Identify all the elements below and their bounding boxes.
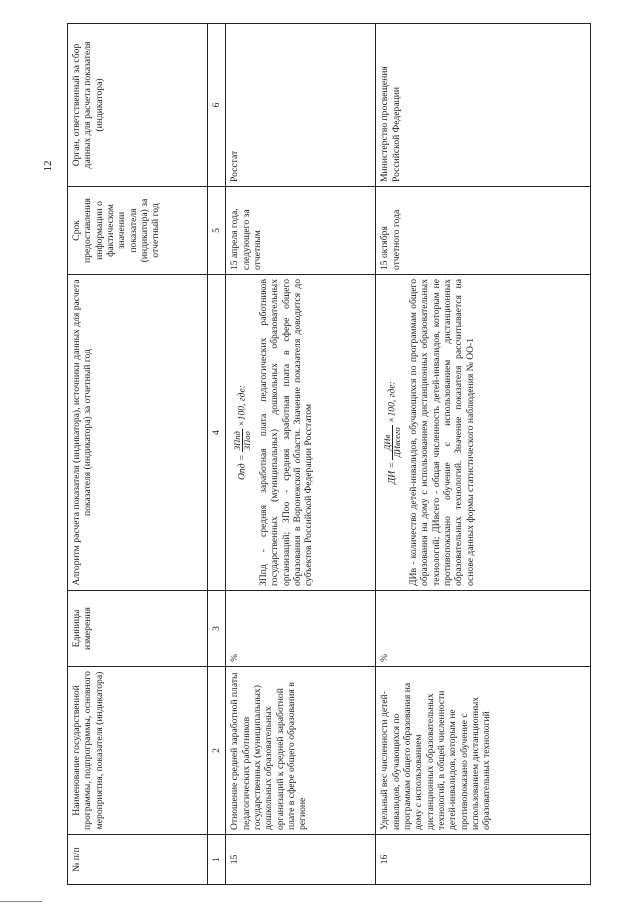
algorithm-text: ЗПпд - средняя заработная плата педагогических работников государственных (муниципальных) дошкольных образовательных организаций; ЗПоо - средняя заработная плата в сфере общего образования в Воронежской области. Значение показателя доводится до субъектов Российской Федерации Росстатом bbox=[258, 279, 315, 586]
header-cell-unit: Единицы измерения bbox=[68, 591, 208, 667]
column-number: 4 bbox=[208, 275, 226, 591]
column-number: 2 bbox=[208, 667, 226, 835]
table-row bbox=[376, 24, 591, 885]
rotated-table-container bbox=[67, 24, 591, 885]
column-number: 5 bbox=[208, 187, 226, 275]
formula-tail: ×100, где: bbox=[236, 385, 248, 427]
fraction-denominator: ДИвсего bbox=[392, 427, 403, 458]
unit-cell: % bbox=[226, 591, 376, 667]
fraction bbox=[383, 425, 402, 459]
algorithm-cell bbox=[376, 275, 591, 591]
indicators-table bbox=[67, 23, 591, 885]
row-number: 15 bbox=[226, 835, 376, 885]
algorithm-text: ДИв - количество детей-инвалидов, обучающихся по программам общего образования на дому с использованием дистанционных образовательных технологий; ДИвсего - общая численность детей-инвалидов, которым не противопоказано обучение с использованием дистанционных образовательных технологий. Значение показателя рассчитывается на основе данных формы статистического наблюдения № ОО-1 bbox=[408, 279, 476, 586]
header-cell-responsible: Орган, ответственный за сбор данных для расчета показателя (индикатора) bbox=[68, 24, 208, 187]
deadline-cell: 15 апреля года, следующего за отчетным bbox=[226, 187, 376, 275]
formula: ДИ = ДИв ДИвсего ×100, где: bbox=[382, 381, 403, 484]
formula-left: ДИ bbox=[386, 470, 398, 484]
unit-cell: % bbox=[376, 591, 591, 667]
algorithm-cell bbox=[226, 275, 376, 591]
fraction-denominator: ЗПоо bbox=[242, 431, 253, 451]
header-cell-deadline: Срок предоставления информации о фактическом значении показателя (индикатора) за отчетный год bbox=[68, 187, 208, 275]
header-row bbox=[68, 24, 208, 885]
header-cell-name: Наименование государственной программы, подпрограммы, основного мероприятия, показателя (индикатора) bbox=[68, 667, 208, 835]
indicator-name: Отношение средней заработной платы педагогических работников государственных (муниципальных) дошкольных образовательных организаций к средней заработной плате в сфере общего образования в регионе bbox=[226, 667, 376, 835]
responsible-cell: Министерство просвещения Российской Федерации bbox=[376, 24, 591, 187]
column-number-row bbox=[208, 24, 226, 885]
fraction-numerator: ЗПпд bbox=[232, 431, 243, 451]
fraction-numerator: ДИв bbox=[383, 425, 393, 459]
fraction bbox=[233, 429, 252, 452]
footer-rule bbox=[0, 901, 42, 902]
deadline-cell: 15 октября отчетного года bbox=[376, 187, 591, 275]
formula: Опд = ЗПпд ЗПоо ×100, где: bbox=[232, 385, 253, 481]
column-number: 3 bbox=[208, 591, 226, 667]
header-cell-algorithm: Алгоритм расчета показателя (индикатора), источники данных для расчета показателя (индикатора) за отчетный год bbox=[68, 275, 208, 591]
responsible-cell: Росстат bbox=[226, 24, 376, 187]
formula-tail: ×100, где: bbox=[386, 381, 398, 423]
header-cell-num: № п/п bbox=[68, 835, 208, 885]
indicator-name: Удельный вес численности детей-инвалидов, обучающихся по программам общего образования на дому с использованием дистанционных образовательных технологий, в общей численности детей-инвалидов, которым не противопоказано обучение с использованием дистанционных образовательных технологий bbox=[376, 667, 591, 835]
page-number: 12 bbox=[42, 160, 54, 172]
column-number: 1 bbox=[208, 835, 226, 885]
column-number: 6 bbox=[208, 24, 226, 187]
formula-left: Опд bbox=[236, 463, 248, 481]
row-number: 16 bbox=[376, 835, 591, 885]
table-row bbox=[226, 24, 376, 885]
